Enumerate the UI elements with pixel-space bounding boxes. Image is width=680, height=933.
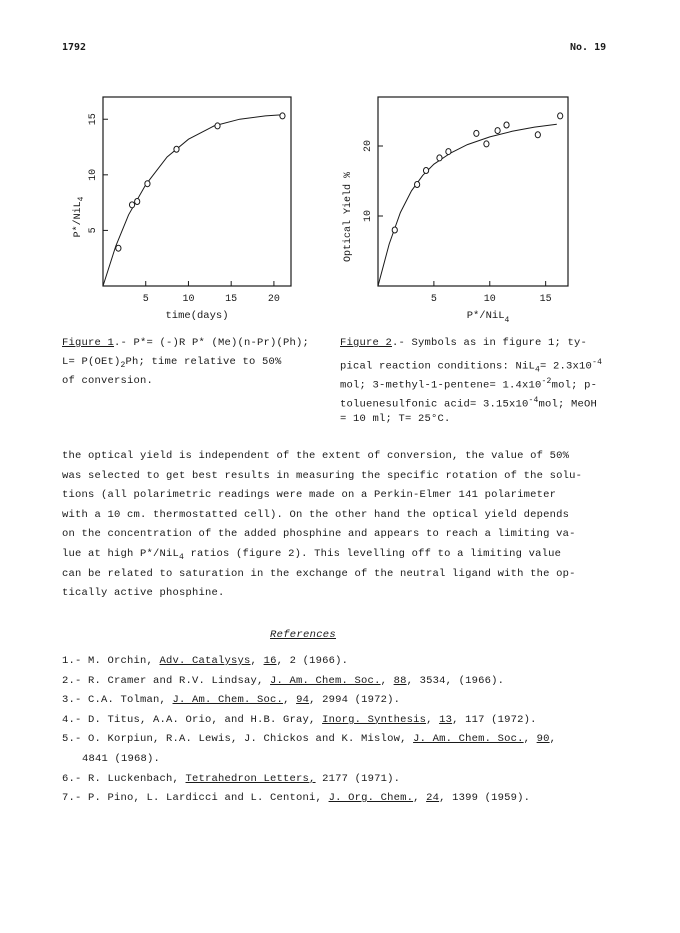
reference-number: 5.- [62,733,89,746]
figure2-plot-frame [378,97,568,286]
body-line: can be related to saturation in the exchange of the neutral ligand with the op- [62,567,576,580]
reference-details: , 117 (1972). [452,713,537,726]
reference-authors: D. Titus, A.A. Orio, and H.B. Gray, [88,713,323,726]
x-tick-label: 15 [539,294,552,305]
reference-item [62,770,556,790]
reference-details: , 2 (1966). [276,655,349,667]
reference-number: 7.- [62,792,89,805]
reference-volume: 94 [296,694,310,707]
reference-journal: J. Am. Chem. Soc. [413,733,524,746]
figure1-caption-line-2: $L= P(OEt)_2Ph$; time relative to 50% [62,356,282,371]
figure2-x-axis-label: P*/NiL$_4$ [466,310,510,325]
body-line: on the concentration of the added phosphine and appears to reach a limiting va- [62,528,576,541]
reference-item [62,730,556,750]
data-point [423,168,428,174]
x-tick-label: 10 [182,294,195,305]
data-point [446,149,451,155]
reference-item [62,789,556,809]
data-point [558,113,563,119]
data-point [415,182,420,188]
figure2-caption-line-3: mol; 3-methyl-1-pentene= $1.4x10^{-2}mol$; p- [340,377,598,392]
reference-number: 6.- [62,772,89,785]
reference-volume: 13 [439,713,453,726]
reference-volume: 88 [393,674,407,687]
figure1-x-axis-label: time(days) [165,310,229,322]
x-tick-label: 15 [225,294,238,305]
reference-separator: , [413,792,427,805]
reference-item [62,652,556,672]
reference-authors: P. Pino, L. Lardicci and L. Centoni, [88,792,329,805]
issue-number: No. 19 [570,42,607,53]
reference-journal: Inorg. Synthesis [322,713,427,726]
reference-journal: J. Am. Chem. Soc. [270,674,381,687]
figure2-caption-line-2: pical reaction conditions: $NiL_4= 2.3x10^{-4}$ [340,358,603,375]
y-tick-label: 5 [88,227,99,234]
reference-separator: , [380,674,394,687]
body-line: tions (all polarimetric readings were made on a Perkin-Elmer 141 polarimeter [62,489,557,502]
figure1-caption-line-1: Figure 1.- P*= (-)R P* (Me)(n-Pr)(Ph); [62,337,310,349]
reference-separator: , [250,655,264,667]
y-tick-label: 10 [88,168,99,181]
y-tick-label: 10 [363,209,374,223]
body-line: the optical yield is independent of the extent of conversion, the value of 50% [62,450,570,462]
data-point [504,122,509,128]
data-point [495,128,500,134]
figure1-plot-frame [103,97,291,286]
reference-details: , 3534, (1966). [406,674,505,687]
references-heading: References [270,629,337,641]
reference-continuation: 4841 (1968). [82,752,161,765]
figure2-caption [340,334,602,429]
reference-number: 3.- [62,694,89,707]
data-point [484,141,489,147]
data-point [116,245,121,251]
reference-number: 2.- [62,674,89,687]
reference-number: 4.- [62,713,89,726]
page-number: 1792 [62,42,87,53]
data-point [535,132,540,138]
reference-authors: R. Cramer and R.V. Lindsay, [88,674,271,687]
data-point [392,227,397,233]
reference-authors: M. Orchin, [88,655,160,667]
figure2-y-axis-label: Optical Yield % [343,171,354,263]
reference-authors: R. Luckenbach, [88,772,186,785]
y-tick-label: 15 [88,113,99,126]
figure1-y-axis-label: P*/NiL$_4$ [73,196,86,238]
reference-volume: 24 [426,792,440,805]
data-point [474,130,479,136]
body-line: with a 10 cm. thermostatted cell). On the other hand the optical yield depends [62,508,570,521]
x-tick-label: 10 [483,294,496,305]
figure2-chart [330,85,570,335]
figure2-caption-line-4: toluenesulfonic acid= $3.15x10^{-4}mol$; MeOH [340,396,598,411]
data-point [135,199,140,205]
figure1-fit-curve [103,115,283,286]
reference-journal: Adv. Catalysys [159,655,251,667]
reference-separator: , [523,733,537,746]
reference-volume: 90 [536,733,550,746]
reference-number: 1.- [62,655,89,667]
reference-volume: 16 [263,655,277,667]
reference-journal: Tetrahedron Letters, [185,772,316,785]
figure1-chart [60,85,300,325]
figure1-caption-label: Figure 1 [62,337,115,349]
x-tick-label: 5 [142,294,149,305]
reference-details: , 1399 (1959). [439,792,531,805]
reference-item [62,711,556,731]
y-tick-label: 20 [363,139,374,153]
reference-item [62,691,556,711]
reference-item [62,672,556,692]
x-tick-label: 5 [430,294,437,305]
data-point [145,181,150,187]
data-point [129,202,134,208]
body-line: was selected to get best results in measuring the specific rotation of the solu- [62,469,583,482]
body-paragraph [62,447,622,604]
figure2-caption-line-1: Figure 2.- Symbols as in figure 1; ty- [340,337,588,349]
reference-separator: , [426,713,440,726]
x-tick-label: 20 [267,294,280,305]
reference-journal: J. Org. Chem. [328,792,414,805]
figure2-caption-label: Figure 2 [340,337,393,349]
reference-details: , [549,733,557,746]
data-point [215,123,220,129]
data-point [280,113,285,119]
figure1-caption [62,334,309,391]
figure2-caption-line-5: = 10 ml; T= 25°C. [340,413,451,425]
reference-journal: J. Am. Chem. Soc. [172,694,284,707]
body-line: tically active phosphine. [62,587,225,600]
reference-details: 2177 (1971). [322,772,401,785]
figure1-caption-line-3: of conversion. [62,375,154,387]
reference-authors: O. Korpiun, R.A. Lewis, J. Chickos and K. Mislow, [88,733,414,746]
data-point [174,146,179,152]
reference-authors: C.A. Tolman, [88,694,173,707]
reference-separator: , [283,694,297,707]
references-list [62,652,556,809]
body-line: lue at high P*/NiL$_4$ ratios (figure 2). This levelling off to a limiting value [62,547,562,563]
data-point [437,155,442,161]
reference-details: , 2994 (1972). [309,694,401,707]
figure2-fit-curve [378,124,557,286]
